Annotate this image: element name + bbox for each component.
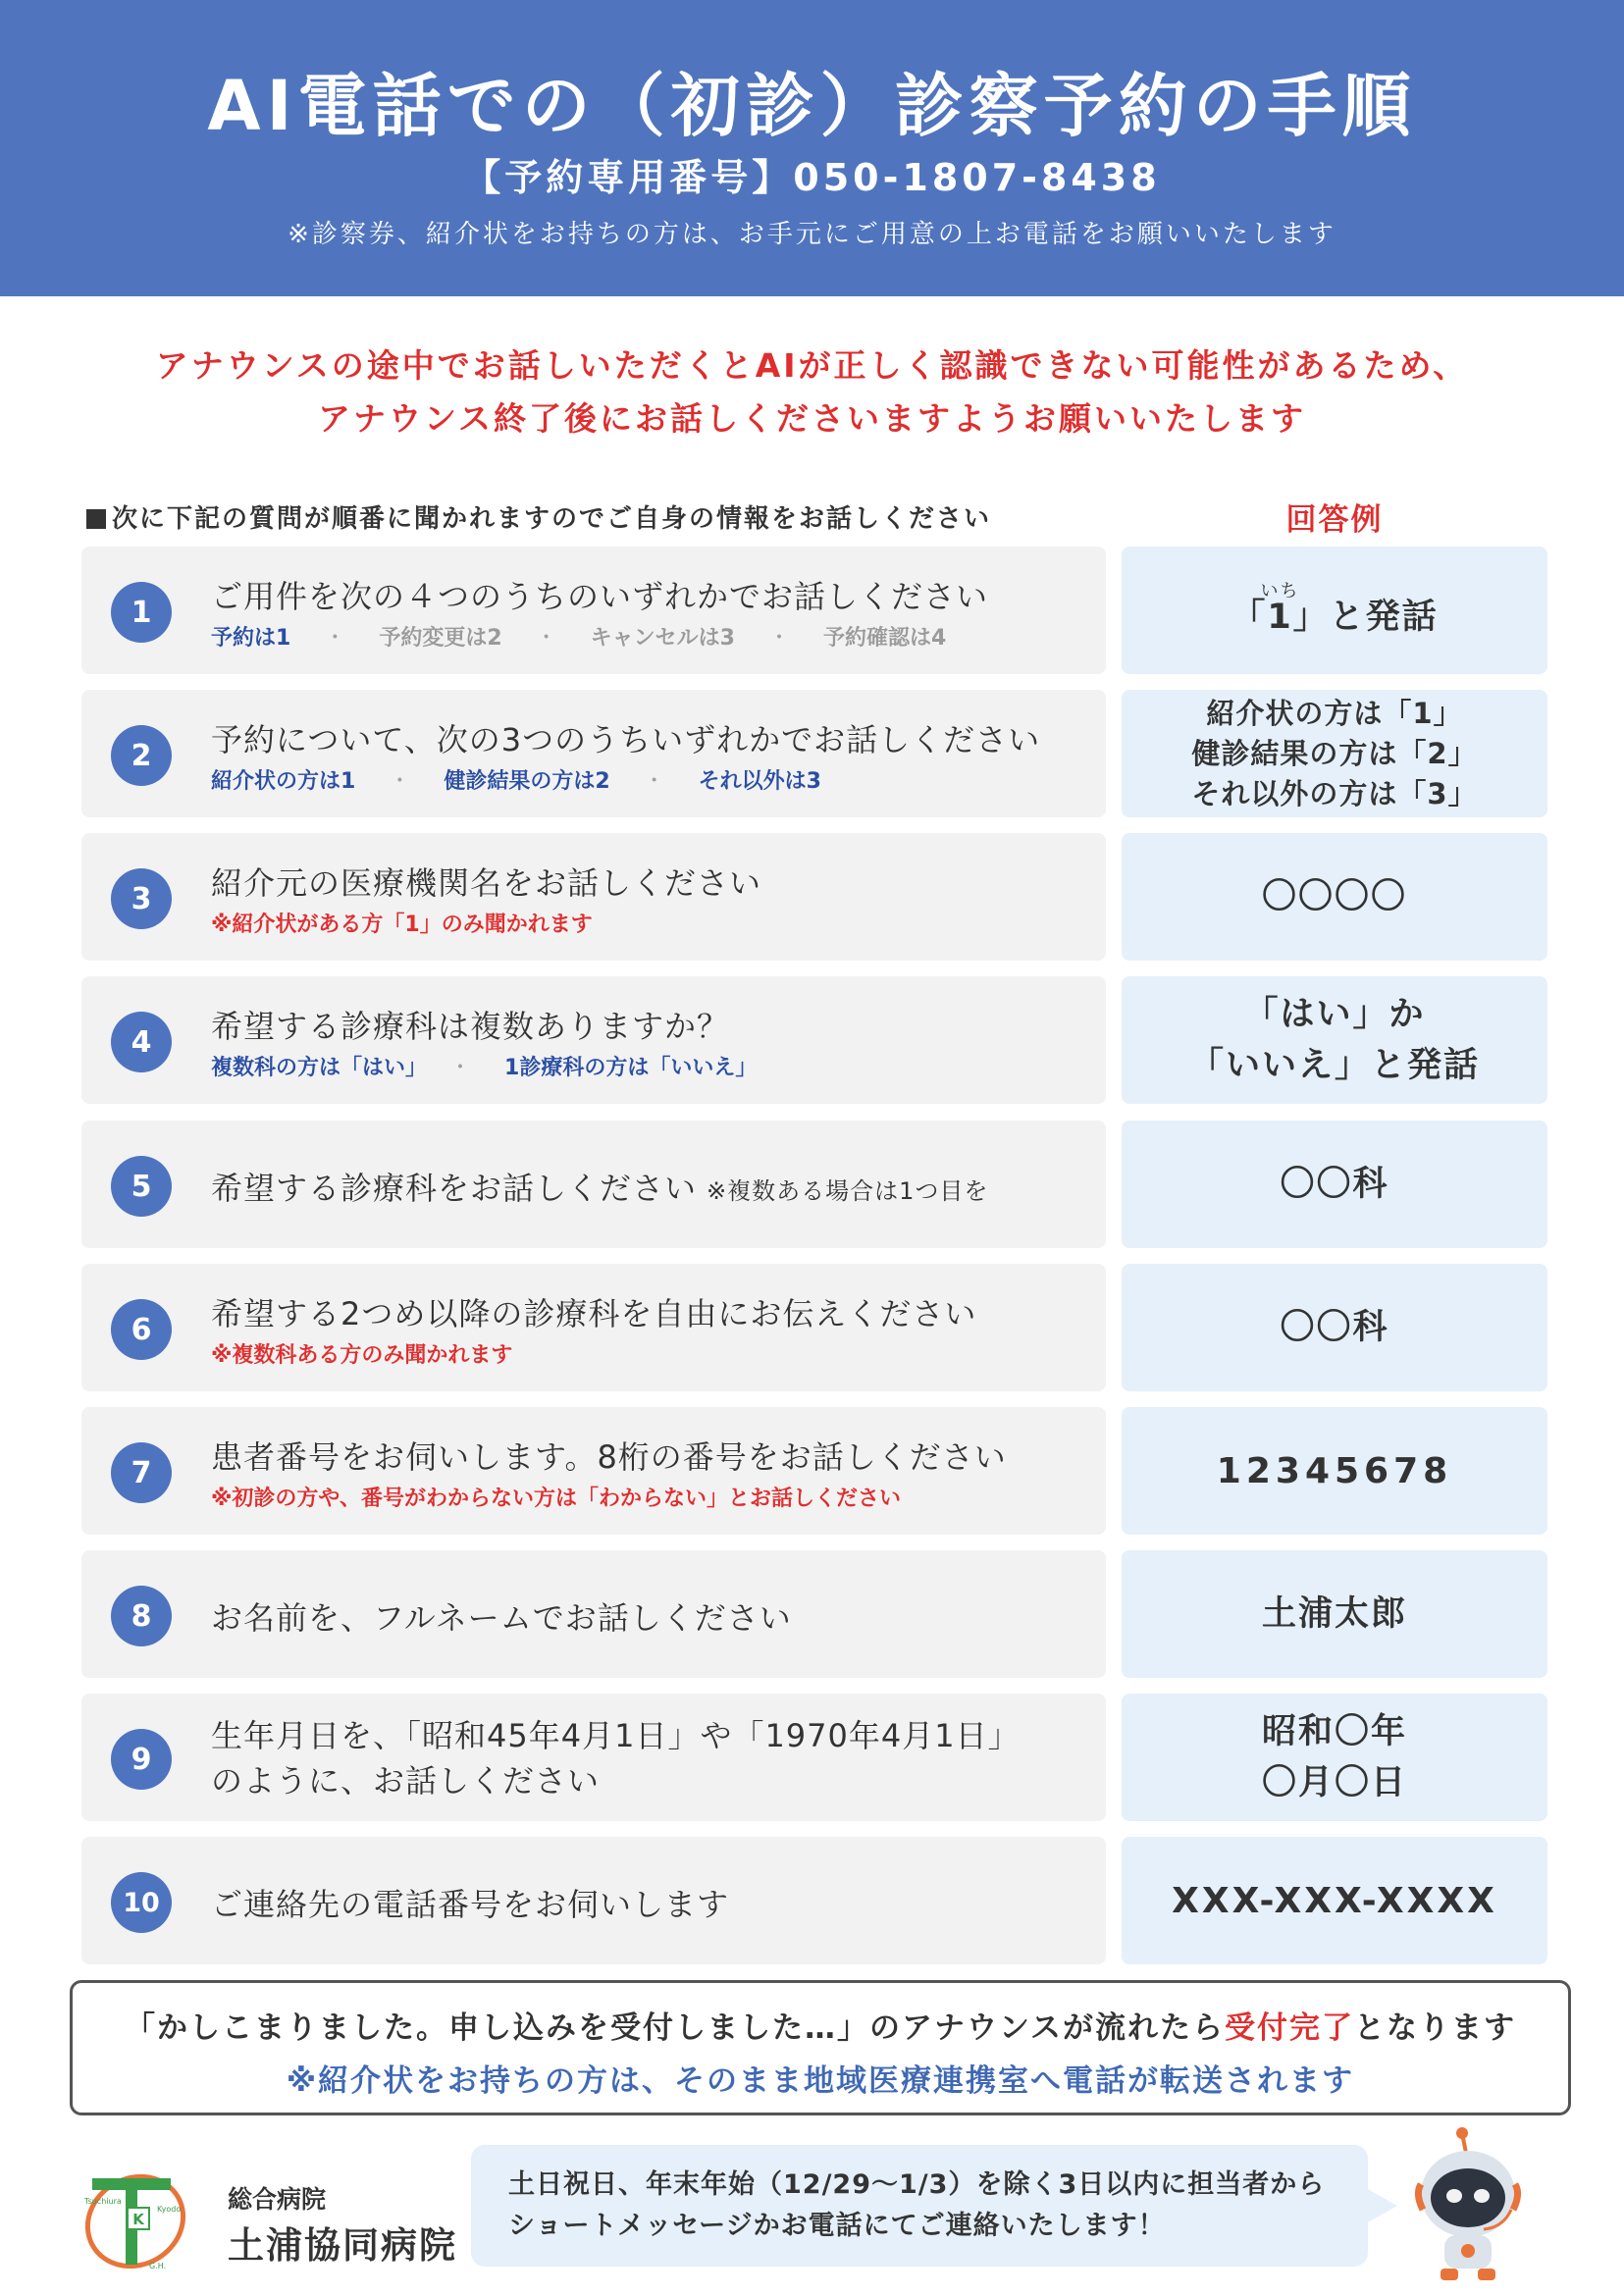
step-number: 10 bbox=[111, 1872, 172, 1933]
bubble-tail bbox=[1366, 2188, 1397, 2223]
question-text bbox=[211, 1164, 988, 1209]
question-note: ※初診の方や、番号がわからない方は「わからない」とお話しください bbox=[211, 1487, 901, 1511]
page-title: AI電話での（初診）診察予約の手順 bbox=[207, 66, 1417, 146]
answer-line: 「はい」か bbox=[1243, 995, 1426, 1034]
svg-text:K: K bbox=[132, 2211, 144, 2228]
option: 予約は1 bbox=[211, 626, 291, 651]
question-text: 希望する2つめ以降の診療科を自由にお伝えください bbox=[211, 1295, 977, 1332]
answer-line: 「いいえ」と発話 bbox=[1188, 1046, 1480, 1085]
completion-text: 「かしこまりました。申し込みを受付しました…」のアナウンスが流れたら bbox=[124, 2010, 1226, 2046]
answer-text: 土浦太郎 bbox=[1261, 1594, 1407, 1634]
option: キャンセルは3 bbox=[590, 626, 735, 651]
question-text: 患者番号をお伺いします。8桁の番号をお話しください bbox=[211, 1438, 1007, 1476]
answer-line: 紹介状の方は「1」 bbox=[1206, 696, 1463, 730]
step-row bbox=[81, 1550, 1547, 1678]
answer-box bbox=[1122, 1264, 1547, 1391]
question-text bbox=[211, 1713, 1021, 1803]
contact-message-bubble bbox=[471, 2145, 1368, 2267]
answer-box bbox=[1122, 1837, 1547, 1964]
question-options: 予約は1 ・ 予約変更は2 ・ キャンセルは3 ・ 予約確認は4 bbox=[211, 626, 947, 651]
instruction bbox=[86, 498, 991, 535]
option: 紹介状の方は1 bbox=[211, 769, 356, 794]
answer-box bbox=[1122, 690, 1547, 817]
step-number: 4 bbox=[111, 1012, 172, 1072]
question-box bbox=[81, 1121, 1106, 1248]
answer-box bbox=[1122, 976, 1547, 1104]
option: 1診療科の方は「いいえ」 bbox=[504, 1056, 758, 1080]
option: 予約確認は4 bbox=[822, 626, 947, 651]
message-line: 土日祝日、年末年始（12/29〜1/3）を除く3日以内に担当者から bbox=[508, 2169, 1326, 2200]
completion-highlight: 受付完了 bbox=[1225, 2010, 1355, 2046]
contact-message bbox=[508, 2165, 1325, 2247]
answer-suffix: と発話 bbox=[1329, 598, 1439, 637]
warning-line-2: アナウンス終了後にお話しくださいますようお願いいたします bbox=[317, 399, 1306, 438]
step-row bbox=[81, 833, 1547, 961]
question-box bbox=[81, 1407, 1106, 1535]
answer-box bbox=[1122, 833, 1547, 961]
answer-text: 〇〇科 bbox=[1280, 1165, 1389, 1204]
step-row bbox=[81, 547, 1547, 674]
step-number: 8 bbox=[111, 1586, 172, 1646]
step-number: 9 bbox=[111, 1729, 172, 1790]
question-options: 紹介状の方は1 ・ 健診結果の方は2 ・ それ以外は3 bbox=[211, 769, 821, 794]
question-text: 紹介元の医療機関名をお話しください bbox=[211, 864, 762, 902]
reservation-phone: 【予約専用番号】050-1807-8438 bbox=[463, 156, 1161, 199]
step-number: 3 bbox=[111, 868, 172, 929]
question-box bbox=[81, 1550, 1106, 1678]
square-bullet-icon bbox=[86, 509, 106, 529]
completion-line-2: ※紹介状をお持ちの方は、そのまま地域医療連携室へ電話が転送されます bbox=[286, 2063, 1355, 2099]
answer-box bbox=[1122, 1694, 1547, 1821]
answer-quote: 「1」 bbox=[1231, 598, 1330, 637]
warning-line-1: アナウンスの途中でお話しいただくとAIが正しく認識できない可能性があるため、 bbox=[155, 346, 1469, 385]
answer-text: 12345678 bbox=[1216, 1450, 1453, 1491]
question-note: ※複数科ある方のみ聞かれます bbox=[211, 1343, 513, 1368]
completion-line-1 bbox=[73, 2003, 1568, 2047]
answer-line: それ以外の方は「3」 bbox=[1191, 776, 1478, 810]
robot-mascot-icon bbox=[1405, 2125, 1533, 2282]
question-box bbox=[81, 833, 1106, 961]
answer-box bbox=[1122, 547, 1547, 674]
completion-text-end: となります bbox=[1354, 2010, 1517, 2046]
hospital-name: 土浦協同病院 bbox=[228, 2224, 457, 2267]
answer-text: XXX-XXX-XXXX bbox=[1172, 1880, 1497, 1921]
answer-line: 健診結果の方は「2」 bbox=[1191, 736, 1478, 770]
step-number: 5 bbox=[111, 1156, 172, 1217]
question-line: 生年月日を、「昭和45年4月1日」や「1970年4月1日」 bbox=[211, 1717, 1021, 1754]
step-row bbox=[81, 976, 1547, 1104]
step-number: 7 bbox=[111, 1442, 172, 1503]
step-row bbox=[81, 690, 1547, 817]
option: 予約変更は2 bbox=[379, 626, 502, 651]
question-box bbox=[81, 976, 1106, 1104]
step-number: 1 bbox=[111, 582, 172, 643]
question-text: ご連絡先の電話番号をお伺いします bbox=[211, 1886, 730, 1923]
ruby-reading: いち bbox=[1260, 581, 1300, 601]
question-box bbox=[81, 690, 1106, 817]
hospital-subtitle: 総合病院 bbox=[228, 2185, 327, 2214]
question-text: 予約について、次の3つのうちいずれかでお話しください bbox=[211, 721, 1041, 758]
answer-text: 〇〇科 bbox=[1280, 1308, 1389, 1347]
question-text: ご用件を次の４つのうちのいずれかでお話しください bbox=[211, 578, 989, 615]
hospital-logo-icon bbox=[79, 2165, 192, 2274]
answer-text: 〇〇〇〇 bbox=[1261, 877, 1407, 916]
question-box bbox=[81, 1694, 1106, 1821]
question-note: ※紹介状がある方「1」のみ聞かれます bbox=[211, 913, 593, 937]
question-box bbox=[81, 1837, 1106, 1964]
question-small-note: ※複数ある場合は1つ目を bbox=[707, 1177, 989, 1205]
option: それ以外は3 bbox=[698, 769, 821, 794]
logo-text: G.H. bbox=[149, 2262, 167, 2270]
step-row bbox=[81, 1837, 1547, 1964]
question-main: 希望する診療科をお話しください bbox=[211, 1170, 698, 1207]
answer-text bbox=[1231, 581, 1439, 641]
step-number: 2 bbox=[111, 725, 172, 786]
step-row bbox=[81, 1264, 1547, 1391]
header-note: ※診察券、紹介状をお持ちの方は、お手元にご用意の上お電話をお願いいたします bbox=[288, 220, 1336, 249]
answer-box bbox=[1122, 1550, 1547, 1678]
message-line: ショートメッセージかお電話にてご連絡いたします！ bbox=[508, 2211, 1166, 2241]
answer-example-heading: 回答例 bbox=[1285, 502, 1384, 538]
instruction-text: 次に下記の質問が順番に聞かれますのでご自身の情報をお話しください bbox=[112, 504, 992, 534]
completion-box bbox=[70, 1980, 1571, 2115]
answer-line: 昭和〇年 bbox=[1261, 1712, 1407, 1751]
logo-text: Kyodo bbox=[157, 2205, 182, 2214]
question-text: お名前を、フルネームでお話しください bbox=[211, 1599, 792, 1637]
step-row bbox=[81, 1121, 1547, 1248]
answer-line: 〇月〇日 bbox=[1261, 1763, 1407, 1802]
logo-text: Tsuchiura bbox=[84, 2197, 122, 2206]
question-line: のように、お話しください bbox=[211, 1762, 601, 1800]
step-row bbox=[81, 1407, 1547, 1535]
question-box bbox=[81, 1264, 1106, 1391]
answer-box bbox=[1122, 1121, 1547, 1248]
question-options: 複数科の方は「はい」 ・ 1診療科の方は「いいえ」 bbox=[211, 1056, 758, 1080]
question-box bbox=[81, 547, 1106, 674]
option: 複数科の方は「はい」 bbox=[211, 1056, 417, 1080]
answer-box bbox=[1122, 1407, 1547, 1535]
step-number: 6 bbox=[111, 1299, 172, 1360]
header-banner bbox=[0, 0, 1624, 296]
step-row bbox=[81, 1694, 1547, 1821]
option: 健診結果の方は2 bbox=[444, 769, 610, 794]
warning-text bbox=[0, 339, 1624, 445]
question-text: 希望する診療科は複数ありますか？ bbox=[211, 1008, 730, 1045]
